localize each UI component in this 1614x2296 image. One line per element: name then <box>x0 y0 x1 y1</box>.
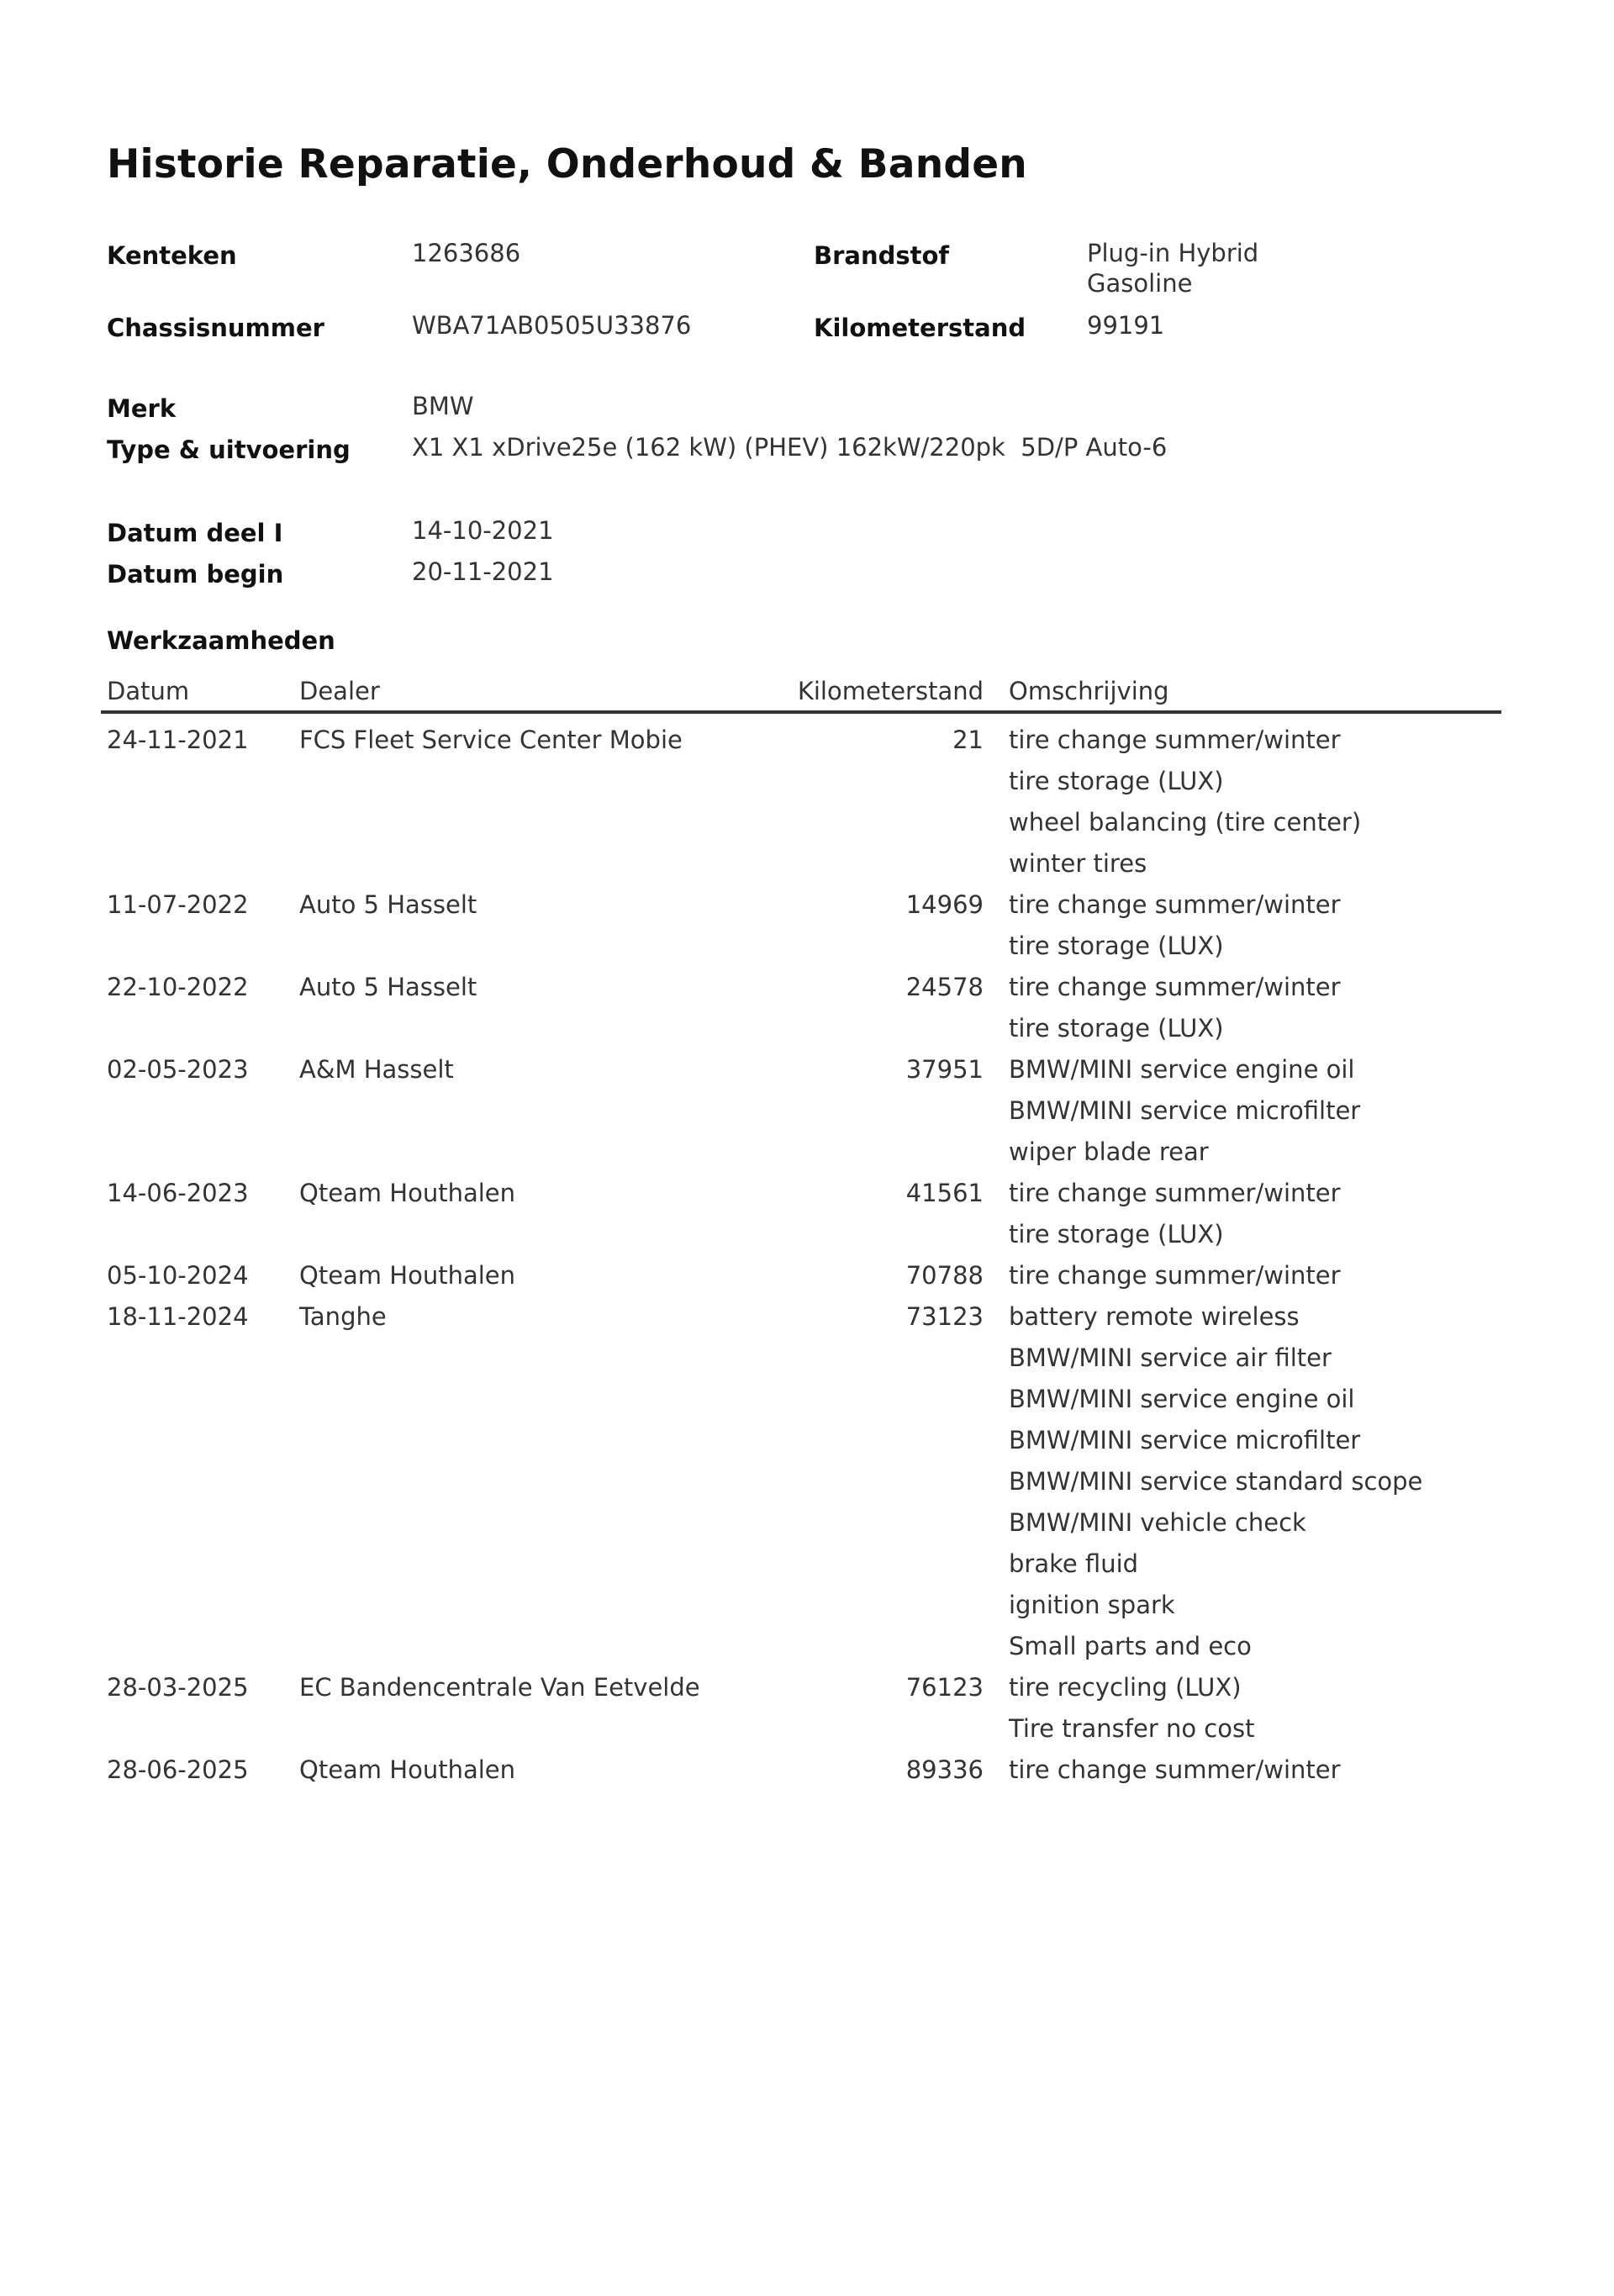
row-date: 02-05-2023 <box>107 1055 249 1084</box>
kilometerstand-value: 99191 <box>1087 311 1165 340</box>
omschrijving-item: BMW/MINI service engine oil <box>1009 1055 1355 1084</box>
omschrijving-item: tire change summer/winter <box>1009 1261 1341 1290</box>
omschrijving-item: wheel balancing (tire center) <box>1009 808 1362 837</box>
row-kilometerstand: 76123 <box>905 1673 984 1702</box>
row-kilometerstand: 24578 <box>905 973 984 1001</box>
omschrijving-item: BMW/MINI service standard scope <box>1009 1467 1423 1496</box>
row-date: 28-06-2025 <box>107 1755 249 1784</box>
row-date: 14-06-2023 <box>107 1179 249 1207</box>
row-date: 18-11-2024 <box>107 1302 249 1331</box>
table-row <box>0 1173 1614 1255</box>
omschrijving-item: BMW/MINI vehicle check <box>1009 1508 1306 1537</box>
omschrijving-item: wiper blade rear <box>1009 1137 1209 1166</box>
table-row <box>0 1255 1614 1296</box>
datum-deel-value: 14-10-2021 <box>412 516 554 545</box>
merk-value: BMW <box>412 392 474 420</box>
omschrijving-item: ignition spark <box>1009 1591 1175 1619</box>
kilometerstand-label: Kilometerstand <box>814 314 1026 342</box>
row-dealer: EC Bandencentrale Van Eetvelde <box>299 1673 700 1702</box>
row-omschrijving <box>1009 1296 1614 1667</box>
row-dealer: Qteam Houthalen <box>299 1179 516 1207</box>
row-omschrijving <box>1009 1049 1614 1173</box>
row-omschrijving <box>1009 1255 1614 1296</box>
row-omschrijving <box>1009 1173 1614 1255</box>
table-row <box>0 1667 1614 1750</box>
omschrijving-item: tire storage (LUX) <box>1009 932 1224 960</box>
werkzaamheden-heading: Werkzaamheden <box>107 626 335 655</box>
type-label: Type & uitvoering <box>107 435 351 464</box>
table-row <box>0 720 1614 884</box>
row-kilometerstand: 37951 <box>905 1055 984 1084</box>
omschrijving-item: brake fluid <box>1009 1549 1139 1578</box>
omschrijving-item: tire storage (LUX) <box>1009 767 1224 795</box>
chassis-label: Chassisnummer <box>107 314 324 342</box>
omschrijving-item: tire recycling (LUX) <box>1009 1673 1242 1702</box>
kenteken-value: 1263686 <box>412 239 521 267</box>
brandstof-value-line2: Gasoline <box>1087 269 1193 298</box>
row-omschrijving <box>1009 1667 1614 1750</box>
merk-label: Merk <box>107 394 177 423</box>
row-dealer: Qteam Houthalen <box>299 1755 516 1784</box>
row-date: 11-07-2022 <box>107 890 249 919</box>
column-header-omschrijving: Omschrijving <box>1009 677 1169 705</box>
table-row <box>0 1296 1614 1667</box>
omschrijving-item: battery remote wireless <box>1009 1302 1300 1331</box>
row-dealer: Auto 5 Hasselt <box>299 890 477 919</box>
type-value: X1 X1 xDrive25e (162 kW) (PHEV) 162kW/220pk 5D/P Auto-6 <box>412 433 1168 462</box>
werkzaamheden-table-body <box>0 720 1614 1791</box>
brandstof-value-line1: Plug-in Hybrid <box>1087 239 1259 267</box>
row-kilometerstand: 21 <box>952 726 984 754</box>
table-row <box>0 1049 1614 1173</box>
omschrijving-item: tire storage (LUX) <box>1009 1220 1224 1248</box>
table-row <box>0 1750 1614 1791</box>
omschrijving-item: tire change summer/winter <box>1009 890 1341 919</box>
datum-begin-value: 20-11-2021 <box>412 557 554 586</box>
omschrijving-item: tire storage (LUX) <box>1009 1014 1224 1042</box>
row-kilometerstand: 73123 <box>905 1302 984 1331</box>
column-header-dealer: Dealer <box>299 677 380 705</box>
table-row <box>0 884 1614 967</box>
row-dealer: FCS Fleet Service Center Mobie <box>299 726 683 754</box>
datum-begin-label: Datum begin <box>107 560 284 589</box>
omschrijving-item: BMW/MINI service microfilter <box>1009 1096 1361 1125</box>
column-header-kilometerstand: Kilometerstand <box>797 677 984 705</box>
page-title: Historie Reparatie, Onderhoud & Banden <box>107 141 1027 187</box>
row-kilometerstand: 41561 <box>905 1179 984 1207</box>
omschrijving-item: tire change summer/winter <box>1009 726 1341 754</box>
chassis-value: WBA71AB0505U33876 <box>412 311 692 340</box>
row-dealer: A&M Hasselt <box>299 1055 454 1084</box>
row-omschrijving <box>1009 967 1614 1049</box>
row-omschrijving <box>1009 1750 1614 1791</box>
row-omschrijving <box>1009 720 1614 884</box>
row-kilometerstand: 89336 <box>905 1755 984 1784</box>
row-date: 28-03-2025 <box>107 1673 249 1702</box>
omschrijving-item: tire change summer/winter <box>1009 1179 1341 1207</box>
row-omschrijving <box>1009 884 1614 967</box>
row-date: 05-10-2024 <box>107 1261 249 1290</box>
row-date: 22-10-2022 <box>107 973 249 1001</box>
omschrijving-item: BMW/MINI service microfilter <box>1009 1426 1361 1454</box>
row-kilometerstand: 70788 <box>905 1261 984 1290</box>
row-dealer: Tanghe <box>299 1302 387 1331</box>
row-dealer: Qteam Houthalen <box>299 1261 516 1290</box>
omschrijving-item: Small parts and eco <box>1009 1632 1252 1660</box>
omschrijving-item: BMW/MINI service air filter <box>1009 1343 1332 1372</box>
row-dealer: Auto 5 Hasselt <box>299 973 477 1001</box>
omschrijving-item: Tire transfer no cost <box>1009 1714 1255 1743</box>
brandstof-label: Brandstof <box>814 241 950 270</box>
header-divider <box>101 710 1501 714</box>
omschrijving-item: BMW/MINI service engine oil <box>1009 1385 1355 1413</box>
omschrijving-item: winter tires <box>1009 849 1147 878</box>
kenteken-label: Kenteken <box>107 241 237 270</box>
row-kilometerstand: 14969 <box>905 890 984 919</box>
row-date: 24-11-2021 <box>107 726 249 754</box>
column-header-datum: Datum <box>107 677 190 705</box>
omschrijving-item: tire change summer/winter <box>1009 1755 1341 1784</box>
table-row <box>0 967 1614 1049</box>
datum-deel-label: Datum deel I <box>107 519 283 547</box>
omschrijving-item: tire change summer/winter <box>1009 973 1341 1001</box>
